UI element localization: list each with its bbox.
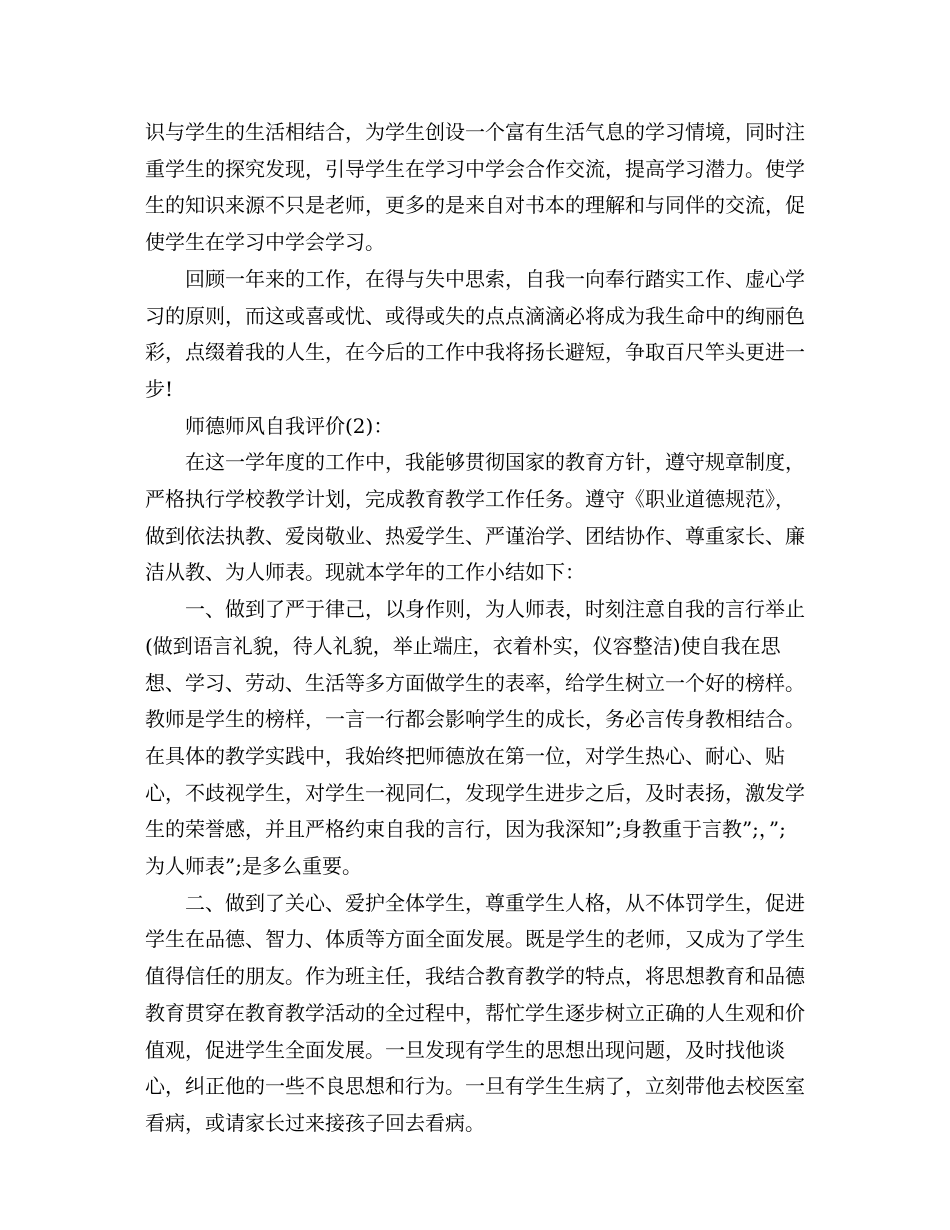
paragraph-2: 回顾一年来的工作，在得与失中思索，自我一向奉行踏实工作、虚心学习的原则，而这或喜或忧、或得或失的点点滴滴必将成为我生命中的绚丽色彩，点缀着我的人生，在今后的工作中我将扬长避短，争取百尺竿头更进一步! — [145, 266, 805, 401]
section-heading: 师德师风自我评价(2)： — [185, 413, 394, 438]
document-page — [145, 114, 805, 1142]
paragraph-1: 识与学生的生活相结合，为学生创设一个富有生活气息的学习情境，同时注重学生的探究发现，引导学生在学习中学会合作交流，提高学习潜力。使学生的知识来源不只是老师，更多的是来自对书本的理解和与同伴的交流，促使学生在学习中学会学习。 — [145, 120, 805, 255]
paragraph-5: 一、做到了严于律己，以身作则，为人师表，时刻注意自我的言行举止(做到语言礼貌，待人礼貌，举止端庄，衣着朴实，仪容整洁)使自我在思想、学习、劳动、生活等多方面做学生的表率，给学生树立一个好的榜样。教师是学生的榜样，一言一行都会影响学生的成长，务必言传身教相结合。在具体的教学实践中，我始终把师德放在第一位，对学生热心、耐心、贴心，不歧视学生，对学生一视同仁，发现学生进步之后，及时表扬，激发学生的荣誉感，并且严格约束自我的言行，因为我深知”;身教重于言教”;，”;为人师表”;是多么重要。 — [145, 597, 805, 879]
paragraph-4: 在这一学年度的工作中，我能够贯彻国家的教育方针，遵守规章制度，严格执行学校教学计划，完成教育教学工作任务。遵守《职业道德规范》，做到依法执教、爱岗敬业、热爱学生、严谨治学、团结协作、尊重家长、廉洁从教、为人师表。现就本学年的工作小结如下： — [145, 450, 805, 585]
paragraph-6: 二、做到了关心、爱护全体学生，尊重学生人格，从不体罚学生，促进学生在品德、智力、体质等方面全面发展。既是学生的老师，又成为了学生值得信任的朋友。作为班主任，我结合教育教学的特点，将思想教育和品德教育贯穿在教育教学活动的全过程中，帮忙学生逐步树立正确的人生观和价值观，促进学生全面发展。一旦发现有学生的思想出现问题，及时找他谈心，纠正他的一些不良思想和行为。一旦有学生生病了，立刻带他去校医室看病，或请家长过来接孩子回去看病。 — [145, 890, 805, 1135]
